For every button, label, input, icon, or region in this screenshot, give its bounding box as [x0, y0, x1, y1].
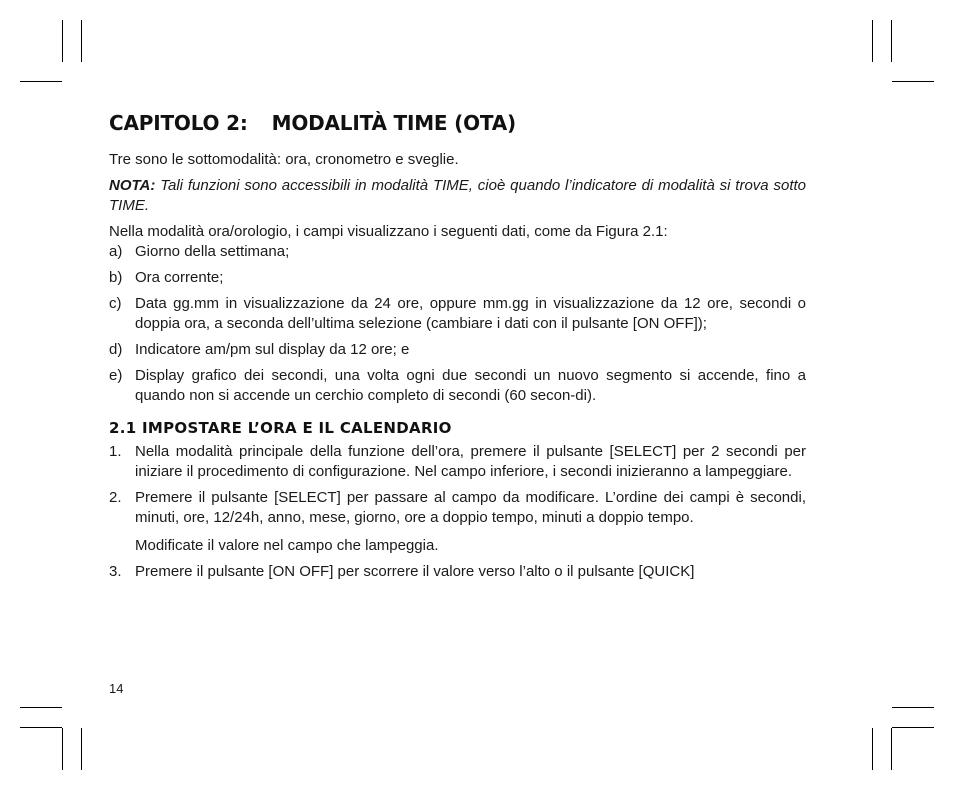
- page-number: 14: [109, 681, 124, 696]
- crop-mark-br-h: [892, 707, 934, 708]
- note-text: Tali funzioni sono accessibili in modalità TIME, cioè quando l’indicatore di modalità si trova sotto TIME.: [109, 177, 806, 214]
- list-item: a) Giorno della settimana;: [109, 243, 290, 260]
- list-item: 1. Nella modalità principale della funzione dell’ora, premere il pulsante [SELECT] per 2 secondi per iniziare il procedimento di configurazione. Nel campo inferiore, i secondi inizieranno a lampeggiare.: [109, 443, 806, 480]
- crop-mark-tr-h: [892, 81, 934, 82]
- intro-paragraph: Tre sono le sottomodalità: ora, cronometro e sveglie.: [109, 151, 459, 168]
- crop-mark-bl-v1: [62, 728, 63, 770]
- fields-list: [109, 242, 806, 406]
- crop-mark-bl-h2: [20, 727, 62, 728]
- crop-mark-tl-v2: [81, 20, 82, 62]
- note-label: NOTA:: [109, 177, 156, 194]
- list-item: e) Display grafico dei secondi, una volta ogni due secondi un nuovo segmento si accende, fino a quando non si accende un cerchio completo di secondi (60 secon-di).: [109, 367, 806, 404]
- list-item: 2. Premere il pulsante [SELECT] per passare al campo da modificare. L’ordine dei campi è secondi, minuti, ore, 12/24h, anno, mese, giorno, ore a doppio tempo, minuti a doppio tempo.: [109, 489, 806, 526]
- fields-intro: Nella modalità ora/orologio, i campi visualizzano i seguenti dati, come da Figura 2.1:: [109, 223, 668, 240]
- list-item: d) Indicatore am/pm sul display da 12 ore; e: [109, 341, 410, 358]
- chapter-name: MODALITÀ TIME (OTA): [271, 111, 516, 135]
- note-paragraph: [109, 176, 806, 216]
- crop-mark-bl-h: [20, 707, 62, 708]
- steps-list-cont: [109, 562, 806, 582]
- crop-mark-br-v2: [891, 728, 892, 770]
- list-item: c) Data gg.mm in visualizzazione da 24 ore, oppure mm.gg in visualizzazione da 12 ore, secondi o doppia ora, a seconda dell’ultima selezione (cambiare i dati con il pulsante [ON OFF]);: [109, 295, 806, 332]
- step-2-extra: Modificate il valore nel campo che lampeggia.: [135, 537, 439, 554]
- chapter-label: CAPITOLO 2:: [109, 111, 248, 135]
- steps-list: [109, 442, 806, 528]
- crop-mark-br-v1: [872, 728, 873, 770]
- page-content: [109, 110, 806, 588]
- crop-mark-tl-v1: [62, 20, 63, 62]
- crop-mark-tr-v2: [891, 20, 892, 62]
- section-title: 2.1 IMPOSTARE L’ORA E IL CALENDARIO: [109, 419, 452, 437]
- crop-mark-tr-v1: [872, 20, 873, 62]
- list-item: b) Ora corrente;: [109, 269, 224, 286]
- chapter-title: [109, 110, 806, 136]
- crop-mark-bl-v2: [81, 728, 82, 770]
- list-item: 3. Premere il pulsante [ON OFF] per scorrere il valore verso l’alto o il pulsante [QUICK]: [109, 563, 695, 580]
- crop-mark-tl-h: [20, 81, 62, 82]
- crop-mark-br-h2: [892, 727, 934, 728]
